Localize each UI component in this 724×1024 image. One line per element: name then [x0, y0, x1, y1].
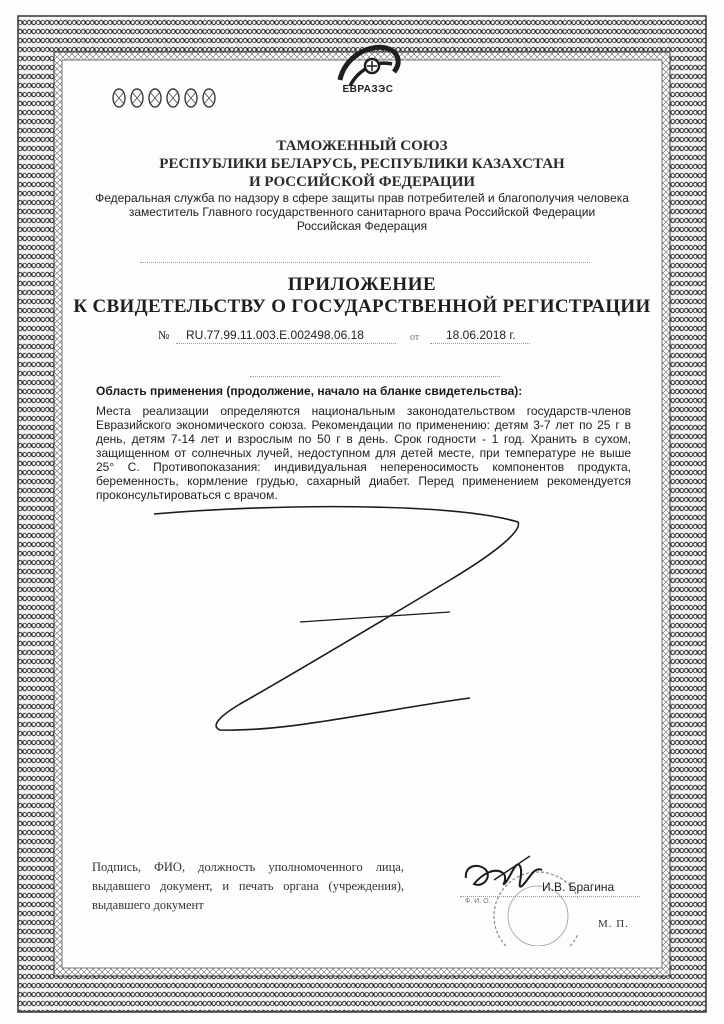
- handwritten-signature: [460, 844, 550, 900]
- header-union: ТАМОЖЕННЫЙ СОЮЗ: [276, 138, 448, 154]
- signature-block-label: Подпись, ФИО, должность уполномоченного лица, выдавшего документ, и печать органа (учреждения), выдавшего документ: [92, 860, 404, 912]
- document-title: ПРИЛОЖЕНИЕ: [287, 274, 437, 295]
- header-country: Российская Федерация: [296, 219, 428, 233]
- cancellation-z-stroke: [150, 500, 530, 740]
- form-dotted-line: [140, 262, 590, 263]
- header-authority: Федеральная служба по надзору в сфере защиты прав потребителей и благополучия человека: [95, 191, 629, 205]
- from-label: от: [410, 332, 420, 343]
- fio-caption: Ф. И. О.: [465, 898, 491, 905]
- registration-number: RU.77.99.11.003.Е.002498.06.18: [186, 328, 364, 342]
- header-republics: РЕСПУБЛИКИ БЕЛАРУСЬ, РЕСПУБЛИКИ КАЗАХСТАН: [159, 156, 565, 172]
- usage-heading: Область применения (продолжение, начало на бланке свидетельства):: [96, 384, 523, 398]
- serial-number-mark: [110, 86, 220, 110]
- header-federation: И РОССИЙСКОЙ ФЕДЕРАЦИИ: [248, 174, 476, 190]
- number-underline: [176, 343, 396, 344]
- signer-underline: [460, 896, 640, 897]
- document-subtitle: К СВИДЕТЕЛЬСТВУ О ГОСУДАРСТВЕННОЙ РЕГИСТРАЦИИ: [73, 296, 651, 317]
- signer-name: И.В. Брагина: [542, 880, 615, 894]
- logo-caption: ЕВРАЗЭС: [342, 84, 394, 95]
- section-dotted-line: [250, 376, 500, 377]
- registration-date: 18.06.2018 г.: [446, 328, 516, 342]
- number-sign: №: [158, 328, 170, 342]
- stamp-place-label: М. П.: [598, 918, 629, 930]
- date-underline: [430, 343, 530, 344]
- usage-text: Места реализации определяются национальным законодательством государств-членов Евразийского экономического союза. Рекомендации по применению: детям 3-7 лет по 25 г в день, детям 7-14 лет и взрослым по 50 г в день. Срок годности - 1 год. Хранить в сухом, защищенном от солнечных лучей, недоступном для детей месте, при температуре не выше 25° С. Противопоказания: индивидуальная непереносимость компонентов продукта, беременность, кормление грудью, сахарный диабет. Перед применением рекомендуется проконсультироваться с врачом.: [96, 404, 631, 502]
- header-deputy: заместитель Главного государственного санитарного врача Российской Федерации: [128, 205, 596, 219]
